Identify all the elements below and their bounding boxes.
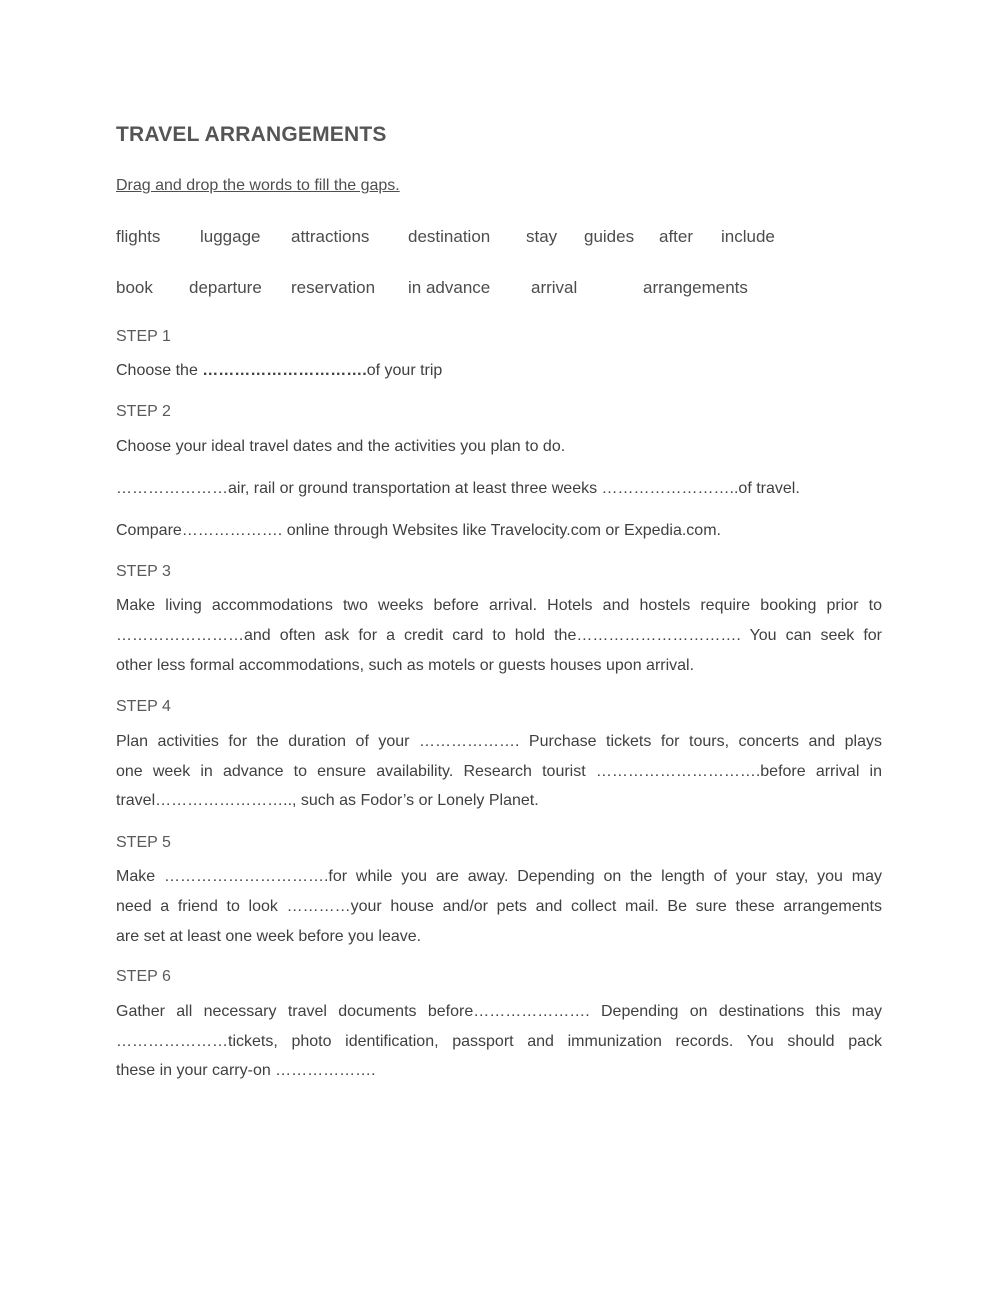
step-heading: STEP 6 [116, 968, 171, 985]
step-line: travel…………………….., such as Fodor’s or Lonely Planet. [116, 792, 539, 809]
step-text: Choose the [116, 362, 203, 379]
word-chip-in-advance[interactable]: in advance [408, 278, 491, 297]
word-chip-include[interactable]: include [721, 227, 775, 246]
step-heading: STEP 5 [116, 834, 171, 851]
word-chip-stay[interactable]: stay [526, 227, 558, 246]
step-line: Make living accommodations two weeks before arrival. Hotels and hostels require booking prior to [116, 597, 882, 614]
step-text: of your trip [366, 362, 443, 379]
gap-blank[interactable]: …………………………. [202, 362, 367, 379]
step-heading: STEP 1 [116, 328, 171, 345]
word-chip-departure[interactable]: departure [189, 278, 262, 297]
step-line: are set at least one week before you leave. [116, 928, 422, 945]
step-line: …………………tickets, photo identification, passport and immunization records. You should pack [116, 1033, 882, 1050]
word-chip-book[interactable]: book [116, 278, 153, 297]
step-line: Choose your ideal travel dates and the activities you plan to do. [116, 438, 566, 455]
step-heading: STEP 4 [116, 698, 171, 715]
step-line: Gather all necessary travel documents before…………………. Depending on destinations this may [116, 1003, 882, 1020]
step-line: other less formal accommodations, such as motels or guests houses upon arrival. [116, 657, 695, 674]
word-chip-guides[interactable]: guides [584, 227, 635, 246]
word-chip-luggage[interactable]: luggage [200, 227, 261, 246]
word-chip-after[interactable]: after [659, 227, 694, 246]
step-line: Compare………………. online through Websites like Travelocity.com or Expedia.com. [116, 522, 721, 539]
word-chip-reservation[interactable]: reservation [291, 278, 376, 297]
page-title: TRAVEL ARRANGEMENTS [116, 123, 387, 146]
step-line: …………………air, rail or ground transportation at least three weeks ……………………..of travel. [116, 480, 800, 497]
word-chip-arrangements[interactable]: arrangements [643, 278, 748, 297]
step-line: need a friend to look …………your house and/or pets and collect mail. Be sure these arrangements [116, 898, 882, 915]
word-chip-destination[interactable]: destination [408, 227, 491, 246]
word-chip-attractions[interactable]: attractions [291, 227, 370, 246]
word-chip-flights[interactable]: flights [116, 227, 161, 246]
step-line: these in your carry-on ………………. [116, 1062, 376, 1079]
step-heading: STEP 2 [116, 403, 171, 420]
step-line [116, 363, 442, 379]
step-line: ……………………and often ask for a credit card to hold the…………………………. You can seek for [116, 627, 882, 644]
word-chip-arrival[interactable]: arrival [531, 278, 578, 297]
step-line: Make ………………………….for while you are away. Depending on the length of your stay, you may [116, 868, 882, 885]
instruction-text: Drag and drop the words to fill the gaps. [116, 177, 400, 194]
step-line: one week in advance to ensure availability. Research tourist ………………………….before arrival in [116, 763, 882, 780]
step-line: Plan activities for the duration of your ………………. Purchase tickets for tours, concerts and plays [116, 733, 882, 750]
step-heading: STEP 3 [116, 563, 171, 580]
